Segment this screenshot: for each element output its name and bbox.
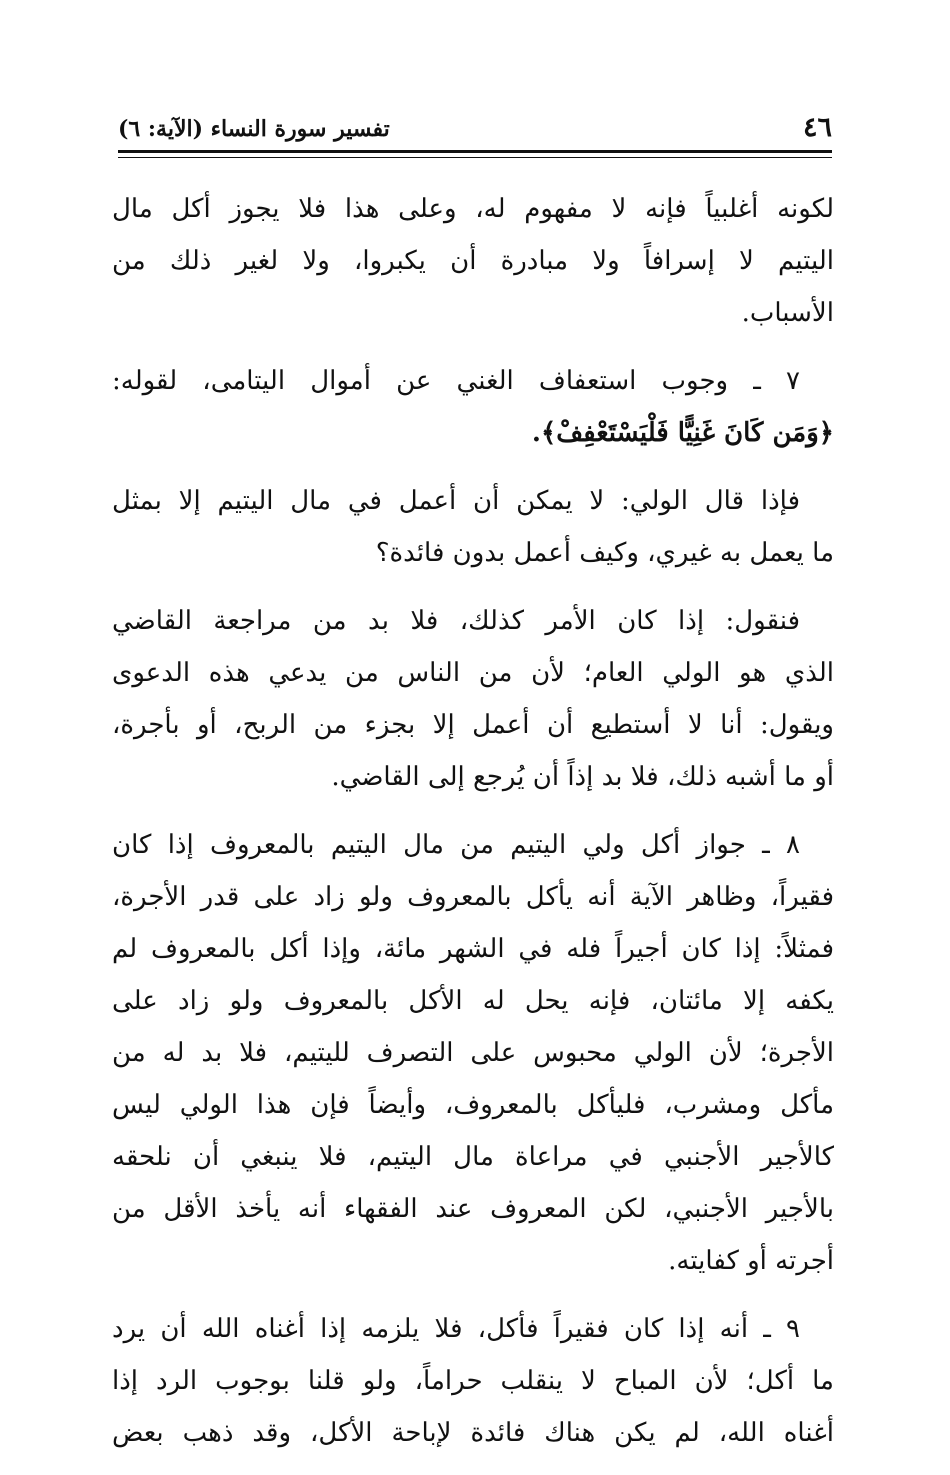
- text-line: يكفه إلا مائتان، فإنه يحل له الأكل بالمعروف ولو زاد على: [112, 986, 834, 1016]
- header-rule-thin: [118, 157, 832, 158]
- text-line: فنقول: إذا كان الأمر كذلك، فلا بد من مراجعة القاضي: [112, 606, 800, 636]
- paragraph-4: [112, 595, 834, 803]
- text-line: فإذا قال الولي: لا يمكن أن أعمل في مال اليتيم إلا بمثل: [112, 486, 801, 516]
- paragraph-1: [112, 183, 834, 339]
- text-line: فمثلاً: إذا كان أجيراً فله في الشهر مائة، وإذا أكل بالمعروف لم: [112, 934, 834, 964]
- text-line: ٨ ـ جواز أكل ولي اليتيم من مال اليتيم بالمعروف إذا كان: [112, 830, 800, 860]
- text-line: اليتيم لا إسرافاً ولا مبادرة أن يكبروا، ولا لغير ذلك من: [112, 246, 834, 276]
- quran-verse: ﴿وَمَن كَانَ غَنِيًّا فَلْيَسْتَعْفِفْ﴾.: [531, 418, 834, 448]
- text-line: الأسباب.: [741, 298, 834, 328]
- paragraph-6: [112, 1303, 834, 1459]
- text-line: لكونه أغلبياً فإنه لا مفهوم له، وعلى هذا فلا يجوز أكل مال: [112, 194, 834, 224]
- text-line: مأكل ومشرب، فليأكل بالمعروف، وأيضاً فإن هذا الولي ليس: [112, 1090, 834, 1120]
- text-line: أغناه الله، لم يكن هناك فائدة لإباحة الأكل، وقد ذهب بعض: [112, 1418, 834, 1448]
- text-line: أجرته أو كفايته.: [668, 1246, 834, 1276]
- text-line: الذي هو الولي العام؛ لأن من الناس من يدعي هذه الدعوى: [112, 658, 834, 688]
- running-title: تفسير سورة النساء (الآية: ٦): [118, 116, 390, 142]
- paragraph-2: [112, 355, 834, 459]
- paragraph-5: [112, 819, 834, 1287]
- page-header: [118, 108, 832, 150]
- text-line: ويقول: أنا لا أستطيع أن أعمل إلا بجزء من الربح، أو بأجرة،: [112, 710, 834, 740]
- page-number: ٤٦: [802, 112, 832, 143]
- page-body: [112, 183, 834, 1475]
- text-line: ما يعمل به غيري، وكيف أعمل بدون فائدة؟: [375, 538, 834, 568]
- text-line: ٩ ـ أنه إذا كان فقيراً فأكل، فلا يلزمه إذا أغناه الله أن يرد: [112, 1314, 800, 1344]
- text-line: بالأجير الأجنبي، لكن المعروف عند الفقهاء أنه يأخذ الأقل من: [112, 1194, 834, 1224]
- paragraph-3: [112, 475, 834, 579]
- text-line: فقيراً، وظاهر الآية أنه يأكل بالمعروف ولو زاد على قدر الأجرة،: [112, 882, 834, 912]
- text-line: ٧ ـ وجوب استعفاف الغني عن أموال اليتامى، لقوله:: [112, 366, 800, 396]
- text-line: الأجرة؛ لأن الولي محبوس على التصرف لليتيم، فلا بد له من: [112, 1038, 834, 1068]
- header-rule-thick: [118, 150, 832, 153]
- text-line: أو ما أشبه ذلك، فلا بد إذاً أن يُرجع إلى القاضي.: [331, 762, 834, 792]
- text-line: كالأجير الأجنبي في مراعاة مال اليتيم، فلا ينبغي أن نلحقه: [112, 1142, 834, 1172]
- text-line: ما أكل؛ لأن المباح لا ينقلب حراماً، ولو قلنا بوجوب الرد إذا: [112, 1366, 834, 1396]
